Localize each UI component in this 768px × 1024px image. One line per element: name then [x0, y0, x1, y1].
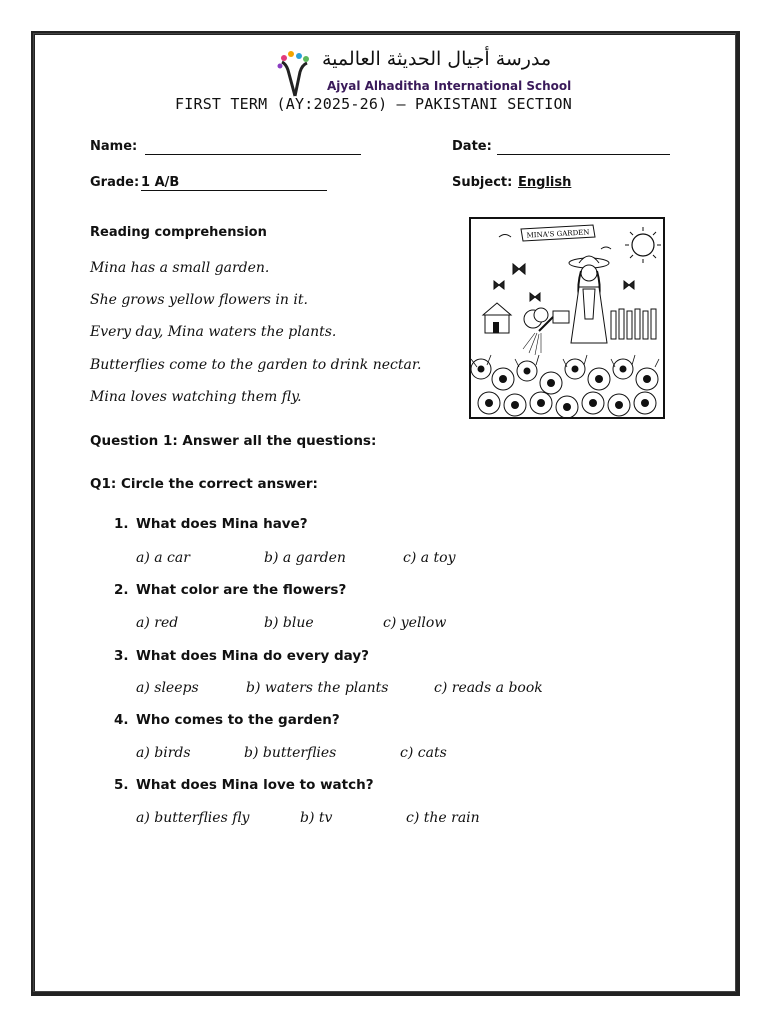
garden-illustration — [469, 217, 665, 419]
school-logo-icon — [276, 50, 314, 98]
answer-option[interactable]: a) sleeps — [136, 680, 199, 696]
answer-option[interactable]: b) blue — [264, 615, 314, 631]
subject-value: English — [518, 175, 572, 190]
q1-instruction: Q1: Circle the correct answer: — [90, 476, 318, 492]
answer-option[interactable]: c) the rain — [406, 810, 480, 826]
story-line-4: Butterflies come to the garden to drink nectar. — [90, 357, 422, 373]
question-1-title: Question 1: Answer all the questions: — [90, 433, 377, 449]
subject-label: Subject: — [452, 175, 513, 190]
question-text: What does Mina have? — [136, 516, 308, 532]
question-text: Who comes to the garden? — [136, 712, 340, 728]
story-line-1: Mina has a small garden. — [90, 260, 270, 276]
answer-option[interactable]: c) a toy — [403, 550, 456, 566]
question-text: What color are the flowers? — [136, 582, 347, 598]
term-title: FIRST TERM (AY:2025-26) – PAKISTANI SECTION — [175, 95, 572, 113]
answer-option[interactable]: a) red — [136, 615, 179, 631]
answer-option[interactable]: a) a car — [136, 550, 190, 566]
grade-value: 1 A/B — [141, 175, 180, 190]
grade-field[interactable] — [141, 190, 327, 191]
school-name-arabic: مدرسة أجيال الحديثة العالمية — [322, 48, 552, 70]
answer-option[interactable]: b) butterflies — [244, 745, 337, 761]
school-name-english: Ajyal Alhaditha International School — [327, 79, 572, 93]
answer-option[interactable]: c) reads a book — [434, 680, 543, 696]
date-label: Date: — [452, 139, 492, 154]
question-text: What does Mina do every day? — [136, 648, 369, 664]
answer-option[interactable]: c) cats — [400, 745, 447, 761]
name-label: Name: — [90, 139, 138, 154]
question-text: What does Mina love to watch? — [136, 777, 374, 793]
question-number: 4. — [114, 712, 129, 728]
name-field[interactable] — [145, 154, 361, 155]
answer-option[interactable]: a) birds — [136, 745, 191, 761]
illustration-banner-text: MINA'S GARDEN — [526, 228, 590, 240]
answer-option[interactable]: b) a garden — [264, 550, 346, 566]
question-number: 2. — [114, 582, 129, 598]
answer-option[interactable]: b) tv — [300, 810, 333, 826]
date-field[interactable] — [497, 154, 670, 155]
answer-option[interactable]: c) yellow — [383, 615, 447, 631]
story-line-3: Every day, Mina waters the plants. — [90, 324, 337, 340]
question-number: 5. — [114, 777, 129, 793]
story-line-5: Mina loves watching them fly. — [90, 389, 302, 405]
question-number: 1. — [114, 516, 129, 532]
question-number: 3. — [114, 648, 129, 664]
story-line-2: She grows yellow flowers in it. — [90, 292, 308, 308]
answer-option[interactable]: a) butterflies fly — [136, 810, 250, 826]
reading-heading: Reading comprehension — [90, 225, 267, 240]
answer-option[interactable]: b) waters the plants — [246, 680, 389, 696]
garden-drawing-icon — [471, 219, 663, 417]
grade-label: Grade: — [90, 175, 140, 190]
